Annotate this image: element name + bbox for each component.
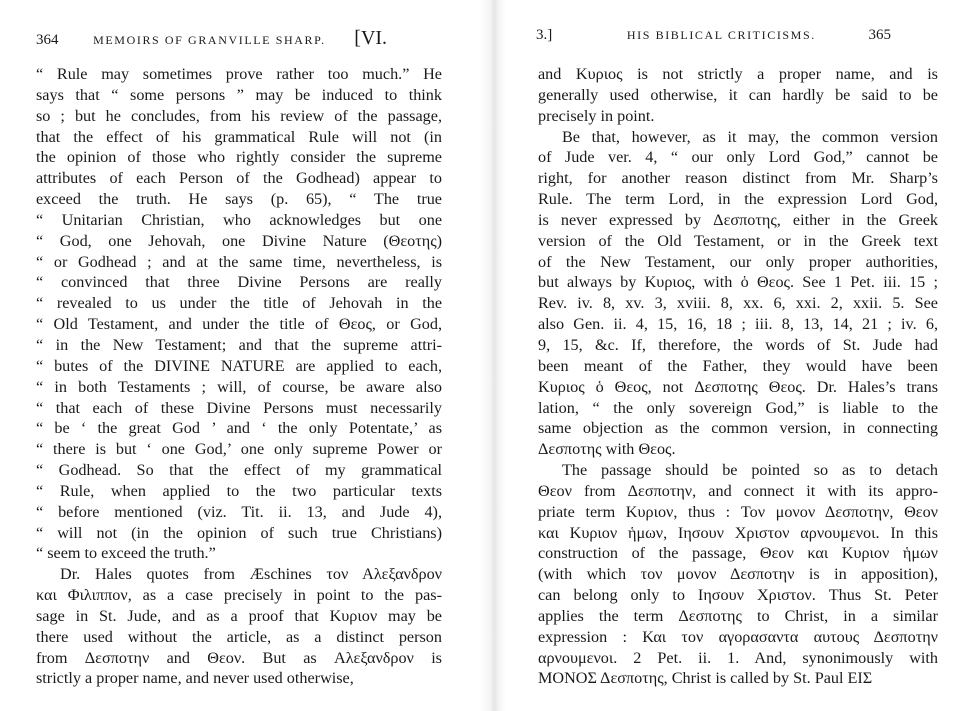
text-line: of the New Testament, our only proper authorities, [538,252,938,271]
text-line: “ will not (in the opinion of such true Christians) [36,523,442,542]
text-line: Rev. iv. 8, xv. 3, xviii. 8, xx. 6, xxi. 2, xxii. 5. See [538,294,938,313]
text-line: generally used otherwise, it can hardly be said to be [538,85,938,104]
text-line: ΜΟΝΟΣ Δεσποτης, Christ is called by St. Paul ΕΙΣ [538,669,873,688]
left-page-number: 364 [36,32,59,48]
text-line: is never expressed by Δεσποτης, either in the Greek [538,210,938,229]
text-line: and Κυριος is not strictly a proper name, and is [538,65,938,83]
text-line: attributes of each Person of the Godhead) appear to [36,169,442,188]
text-line: construction of the passage, Θεον και Κυριον ἡμων [538,544,938,563]
text-line: Θεον from Δεσποτην, and connect it with its appro- [538,481,938,500]
text-line: και Κυριον ἡμων, Ιησουν Χριστον αρνουμενοι. In this [538,523,938,542]
text-line: says that “ some persons ” may be induced to think [36,85,442,104]
text-line: “ there is but ‘ one God,’ one only supreme Power or [36,440,442,459]
text-line: “ Rule may sometimes prove rather too much.” He [36,65,442,83]
text-line: version of the Old Testament, or in the Greek text [538,231,938,250]
text-line: priate term Κυριον, thus : Τον μονον Δεσποτην, Θεον [538,502,938,521]
text-line: και Φιλιππον, as a case precisely in point to the pas- [36,586,442,605]
text-line: The passage should be pointed so as to detach [562,461,938,480]
text-line: also Gen. ii. 4, 15, 16, 18 ; iii. 8, 13, 14, 21 ; iv. 6, [538,315,938,334]
text-line: 9, 15, &c. If, therefore, the words of St. Jude had [538,335,938,354]
text-line: from Δεσποτην and Θεον. But as Αλεξανδρον is [36,648,442,667]
text-line: (with which τον μονον Δεσποτην is in apposition), [538,565,938,584]
text-line: exceed the truth. He says (p. 65), “ The true [36,190,442,209]
text-line: “ Rule, when applied to the two particular texts [36,481,442,500]
text-line: so ; but he concludes, from his review of the passage, [36,106,442,125]
text-line: Rule. The term Lord, in the expression Lord God, [538,190,938,209]
right-section-marker: 3.] [536,27,553,43]
left-running-title: MEMOIRS OF GRANVILLE SHARP. [93,33,326,47]
text-line: of Jude ver. 4, “ our only Lord God,” cannot be [538,148,938,167]
text-line: Be that, however, as it may, the common version [562,127,938,146]
right-page-number: 365 [868,27,891,43]
text-line: “ revealed to us under the title of Jehovah in the [36,294,442,313]
text-line: “ butes of the DIVINE NATURE are applied to each, [36,356,442,375]
right-page-header [536,27,891,44]
text-line: expression : Και τον αγορασαντα αυτους Δεσποτην [538,627,938,646]
left-page-body [36,64,442,689]
text-line: there used without the article, as a distinct person [36,627,442,646]
text-line: “ be ‘ the great God ’ and ‘ the only Potentate,’ as [36,419,442,438]
right-page-body [538,64,938,689]
text-line: “ Unitarian Christian, who acknowledges but one [36,210,442,229]
text-line: “ in the New Testament; and that the supreme attri- [36,335,442,354]
text-line: “ Old Testament, and under the title of Θεος, or God, [36,315,442,334]
text-line: but always by Κυριος, with ὁ Θεος. See 1 Pet. iii. 15 ; [538,273,938,292]
right-page [490,0,980,711]
text-line: can belong only to Ιησουν Χριστον. Thus St. Peter [538,586,938,605]
text-line: lation, “ the only sovereign God,” is liable to the [538,398,938,417]
text-line: been meant of the Father, they would have been [538,356,938,375]
text-line: “ or Godhead ; and at the same time, nevertheless, is [36,252,442,271]
text-line: Dr. Hales quotes from Æschines τον Αλεξανδρον [60,565,442,584]
text-line: right, for another reason distinct from Mr. Sharp’s [538,169,938,188]
text-line: applies the term Δεσποτης to Christ, in a similar [538,606,938,625]
text-line: Κυριος ὁ Θεος, not Δεσποτης Θεος. Dr. Hales’s trans [538,377,938,396]
right-running-title: HIS BIBLICAL CRITICISMS. [626,28,816,42]
text-line: that the effect of his grammatical Rule will not (in [36,127,442,146]
text-line: αρνουμενοι. 2 Pet. ii. 1. And, synonimously with [538,648,938,667]
text-line: “ in both Testaments ; will, of course, be aware also [36,377,442,396]
text-line: “ that each of these Divine Persons must necessarily [36,398,442,417]
left-page-header [36,27,387,50]
text-line: sage in St. Jude, and as a proof that Κυριον may be [36,606,442,625]
text-line: “ God, one Jehovah, one Divine Nature (Θεοτης) [36,231,442,250]
text-line: “ seem to exceed the truth.” [36,544,216,563]
text-line: Δεσποτης with Θεος. [538,440,676,459]
text-line: “ Godhead. So that the effect of my grammatical [36,461,442,480]
left-section-marker: [VI. [354,27,388,49]
text-line: same objection as the common version, in connecting [538,419,938,438]
text-line: strictly a proper name, and never used otherwise, [36,669,354,688]
text-line: precisely in point. [538,106,655,125]
text-line: the opinion of those who rightly consider the supreme [36,148,442,167]
text-line: “ convinced that three Divine Persons are really [36,273,442,292]
text-line: “ before mentioned (viz. Tit. ii. 13, and Jude 4), [36,502,442,521]
